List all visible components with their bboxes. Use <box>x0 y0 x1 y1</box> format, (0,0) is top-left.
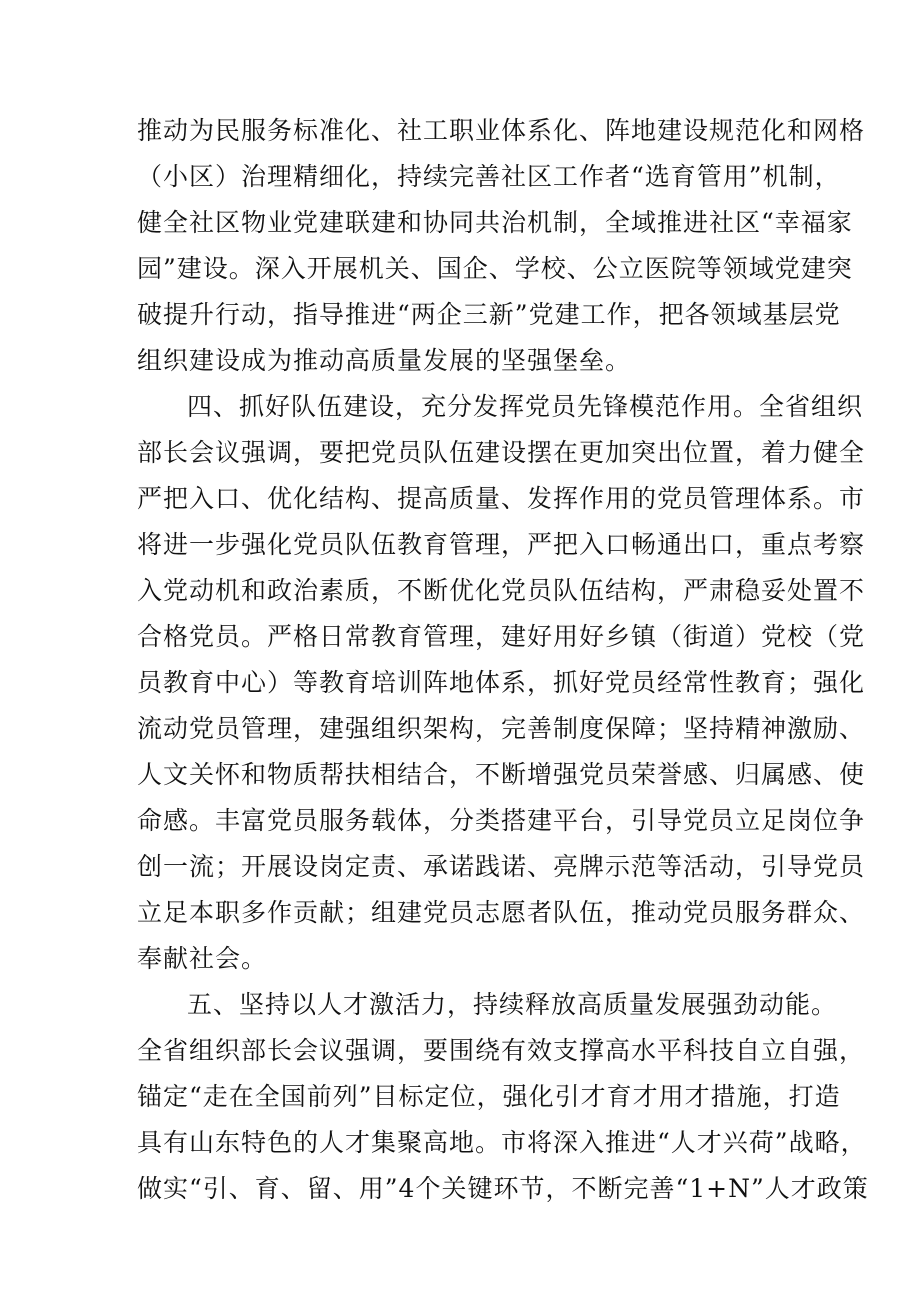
paragraph-line: 人文关怀和物质帮扶相结合，不断增强党员荣誉感、归属感、使 <box>137 760 866 789</box>
paragraph-line: 员教育中心）等教育培训阵地体系，抓好党员经常性教育；强化 <box>137 668 866 697</box>
paragraph-line: （小区）治理精细化，持续完善社区工作者“选育管用”机制， <box>137 162 841 191</box>
paragraph-line: 合格党员。严格日常教育管理，建好用好乡镇（街道）党校（党 <box>137 622 866 651</box>
paragraph-line: 做实“引、育、留、用”4个关键环节，不断完善“1+N”人才政策 <box>137 1174 869 1203</box>
paragraph-line: 将进一步强化党员队伍教育管理，严把入口畅通出口，重点考察 <box>137 530 866 559</box>
paragraph-line: 部长会议强调，要把党员队伍建设摆在更加突出位置，着力健全 <box>137 438 866 467</box>
paragraph-line: 严把入口、优化结构、提高质量、发挥作用的党员管理体系。市 <box>137 484 866 513</box>
paragraph-line: 健全社区物业党建联建和协同共治机制，全域推进社区“幸福家 <box>137 208 853 237</box>
paragraph-line: 园”建设。深入开展机关、国企、学校、公立医院等领域党建突 <box>137 254 853 283</box>
section-heading-line: 四、抓好队伍建设，充分发挥党员先锋模范作用。全省组织 <box>187 392 864 421</box>
paragraph-line: 流动党员管理，建强组织架构，完善制度保障；坚持精神激励、 <box>137 714 866 743</box>
paragraph-line: 破提升行动，指导推进“两企三新”党建工作，把各领域基层党 <box>137 300 841 329</box>
paragraph-line: 入党动机和政治素质，不断优化党员队伍结构，严肃稳妥处置不 <box>137 576 866 605</box>
paragraph-line: 命感。丰富党员服务载体，分类搭建平台，引导党员立足岗位争 <box>137 806 866 835</box>
paragraph-line: 组织建设成为推动高质量发展的坚强堡垒。 <box>137 346 632 375</box>
paragraph-line: 奉献社会。 <box>137 944 268 973</box>
paragraph-line: 全省组织部长会议强调，要围绕有效支撑高水平科技自立自强， <box>137 1036 866 1065</box>
paragraph-line: 推动为民服务标准化、社工职业体系化、阵地建设规范化和网格 <box>137 116 866 145</box>
paragraph-line: 具有山东特色的人才集聚高地。市将深入推进“人才兴荷”战略， <box>137 1128 867 1157</box>
paragraph-line: 锚定“走在全国前列”目标定位，强化引才育才用才措施，打造 <box>137 1082 841 1111</box>
paragraph-line: 立足本职多作贡献；组建党员志愿者队伍，推动党员服务群众、 <box>137 898 866 927</box>
section-heading-line: 五、坚持以人才激活力，持续释放高质量发展强劲动能。 <box>187 990 838 1019</box>
paragraph-line: 创一流；开展设岗定责、承诺践诺、亮牌示范等活动，引导党员 <box>137 852 866 881</box>
